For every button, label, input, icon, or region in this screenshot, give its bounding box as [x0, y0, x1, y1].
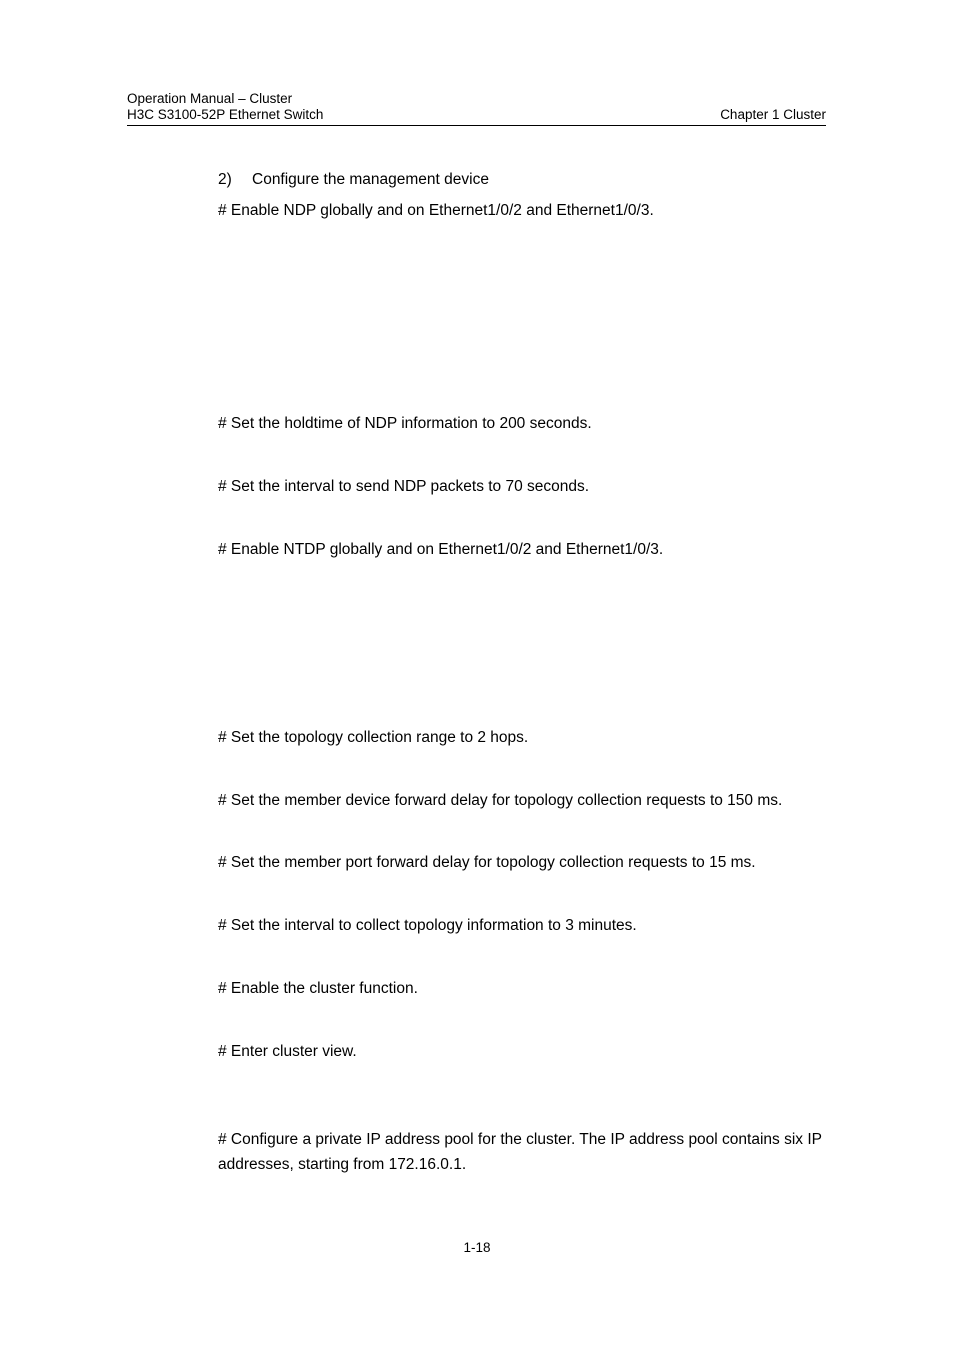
manual-title: Operation Manual – Cluster: [127, 91, 293, 106]
page-number: 1-18: [463, 1240, 491, 1255]
comment-topology-interval: # Set the interval to collect topology information to 3 minutes.: [218, 917, 637, 934]
comment-device-forward-delay: # Set the member device forward delay for topology collection requests to 150 ms.: [218, 792, 783, 809]
step-title: Configure the management device: [252, 171, 489, 188]
page-header: [127, 90, 826, 126]
step-number: 2): [218, 171, 232, 188]
chapter-title: Chapter 1 Cluster: [720, 107, 826, 122]
comment-enter-cluster-view: # Enter cluster view.: [218, 1043, 357, 1060]
comment-ndp-interval: # Set the interval to send NDP packets to 70 seconds.: [218, 478, 590, 495]
comment-topology-hops: # Set the topology collection range to 2 hops.: [218, 729, 529, 746]
comment-port-forward-delay: # Set the member port forward delay for topology collection requests to 15 ms.: [218, 854, 756, 871]
comment-enable-ntdp: # Enable NTDP globally and on Ethernet1/0/2 and Ethernet1/0/3.: [218, 541, 664, 558]
comment-enable-ndp: # Enable NDP globally and on Ethernet1/0/2 and Ethernet1/0/3.: [218, 202, 654, 219]
comment-enable-cluster: # Enable the cluster function.: [218, 980, 418, 997]
comment-ip-pool: # Configure a private IP address pool for the cluster. The IP address pool contains six IP addresses, starting from 172.16.0.1.: [218, 1131, 822, 1173]
product-name: H3C S3100-52P Ethernet Switch: [127, 107, 324, 122]
comment-ndp-holdtime: # Set the holdtime of NDP information to 200 seconds.: [218, 415, 592, 432]
